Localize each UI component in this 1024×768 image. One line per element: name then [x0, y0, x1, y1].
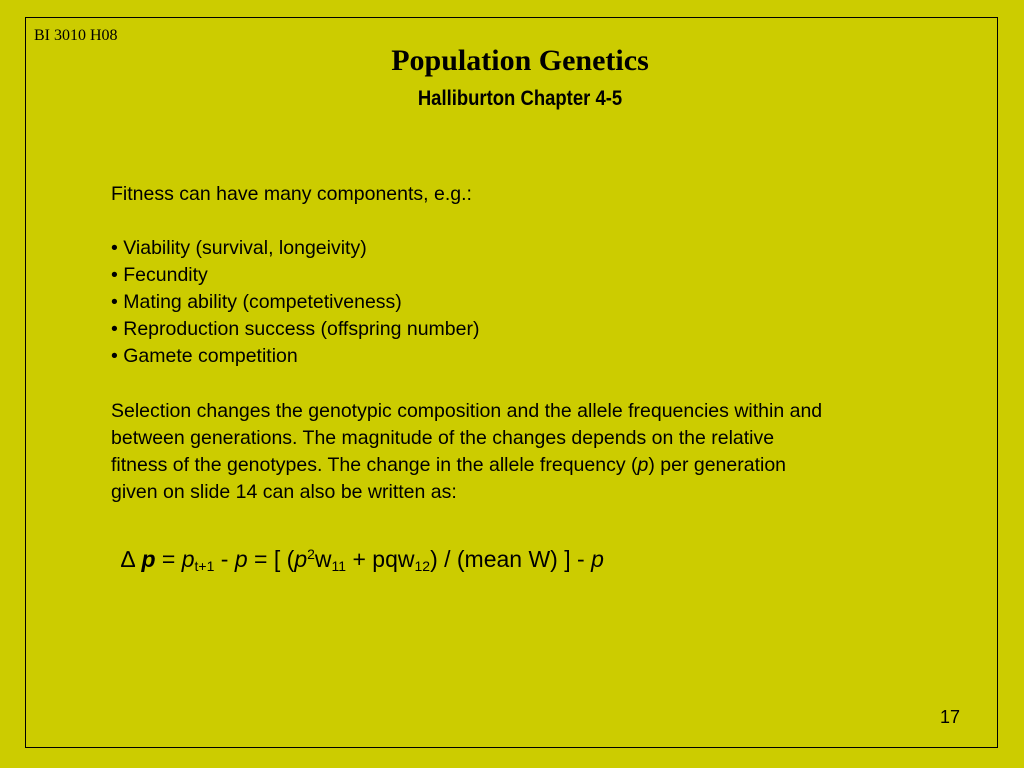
paragraph-line: Selection changes the genotypic composition and the allele frequencies within and [111, 400, 823, 422]
list-item: • Gamete competition [111, 345, 298, 367]
list-item: • Fecundity [111, 264, 208, 286]
variable-p: p [141, 546, 156, 572]
slide-subtitle: Halliburton Chapter 4-5 [417, 87, 623, 110]
slide-title: Population Genetics [391, 44, 649, 77]
slide-frame [25, 17, 998, 748]
course-label: BI 3010 H08 [34, 27, 118, 44]
formula-text: ) / (mean W) ] - [430, 546, 592, 572]
variable-p: p [637, 454, 649, 476]
fitness-components-list [111, 235, 961, 370]
formula-text: = [ ( [247, 546, 295, 572]
page-number: 17 [940, 707, 961, 727]
subscript: 11 [331, 558, 347, 574]
list-item: • Reproduction success (offspring number) [111, 318, 480, 340]
paragraph-text: ) per generation [648, 454, 787, 476]
formula-text: + pqw [346, 546, 415, 572]
variable-p: p [591, 546, 604, 572]
formula-text: - [214, 546, 235, 572]
list-item: • Viability (survival, longeivity) [111, 237, 367, 259]
selection-paragraph [111, 398, 961, 506]
paragraph-text: between generations. The magnitude of the changes depends on the relative [111, 427, 775, 449]
equals-sign: = [155, 546, 182, 572]
delta-p-formula [121, 546, 604, 574]
variable-p: p [294, 546, 308, 572]
formula-text: w [314, 546, 332, 572]
paragraph-line: given on slide 14 can also be written as: [111, 481, 457, 503]
subscript: 12 [414, 558, 431, 574]
paragraph-line [111, 452, 961, 479]
variable-p: p [181, 546, 195, 572]
delta-symbol: ∆ [121, 546, 136, 572]
intro-text: Fitness can have many components, e.g.: [111, 183, 472, 205]
list-item: • Mating ability (competetiveness) [111, 291, 402, 313]
superscript: 2 [307, 546, 315, 562]
paragraph-text: fitness of the genotypes. The change in the allele frequency ( [111, 454, 638, 476]
subscript: t+1 [194, 558, 215, 574]
paragraph-line [111, 425, 961, 452]
variable-p: p [234, 546, 248, 572]
